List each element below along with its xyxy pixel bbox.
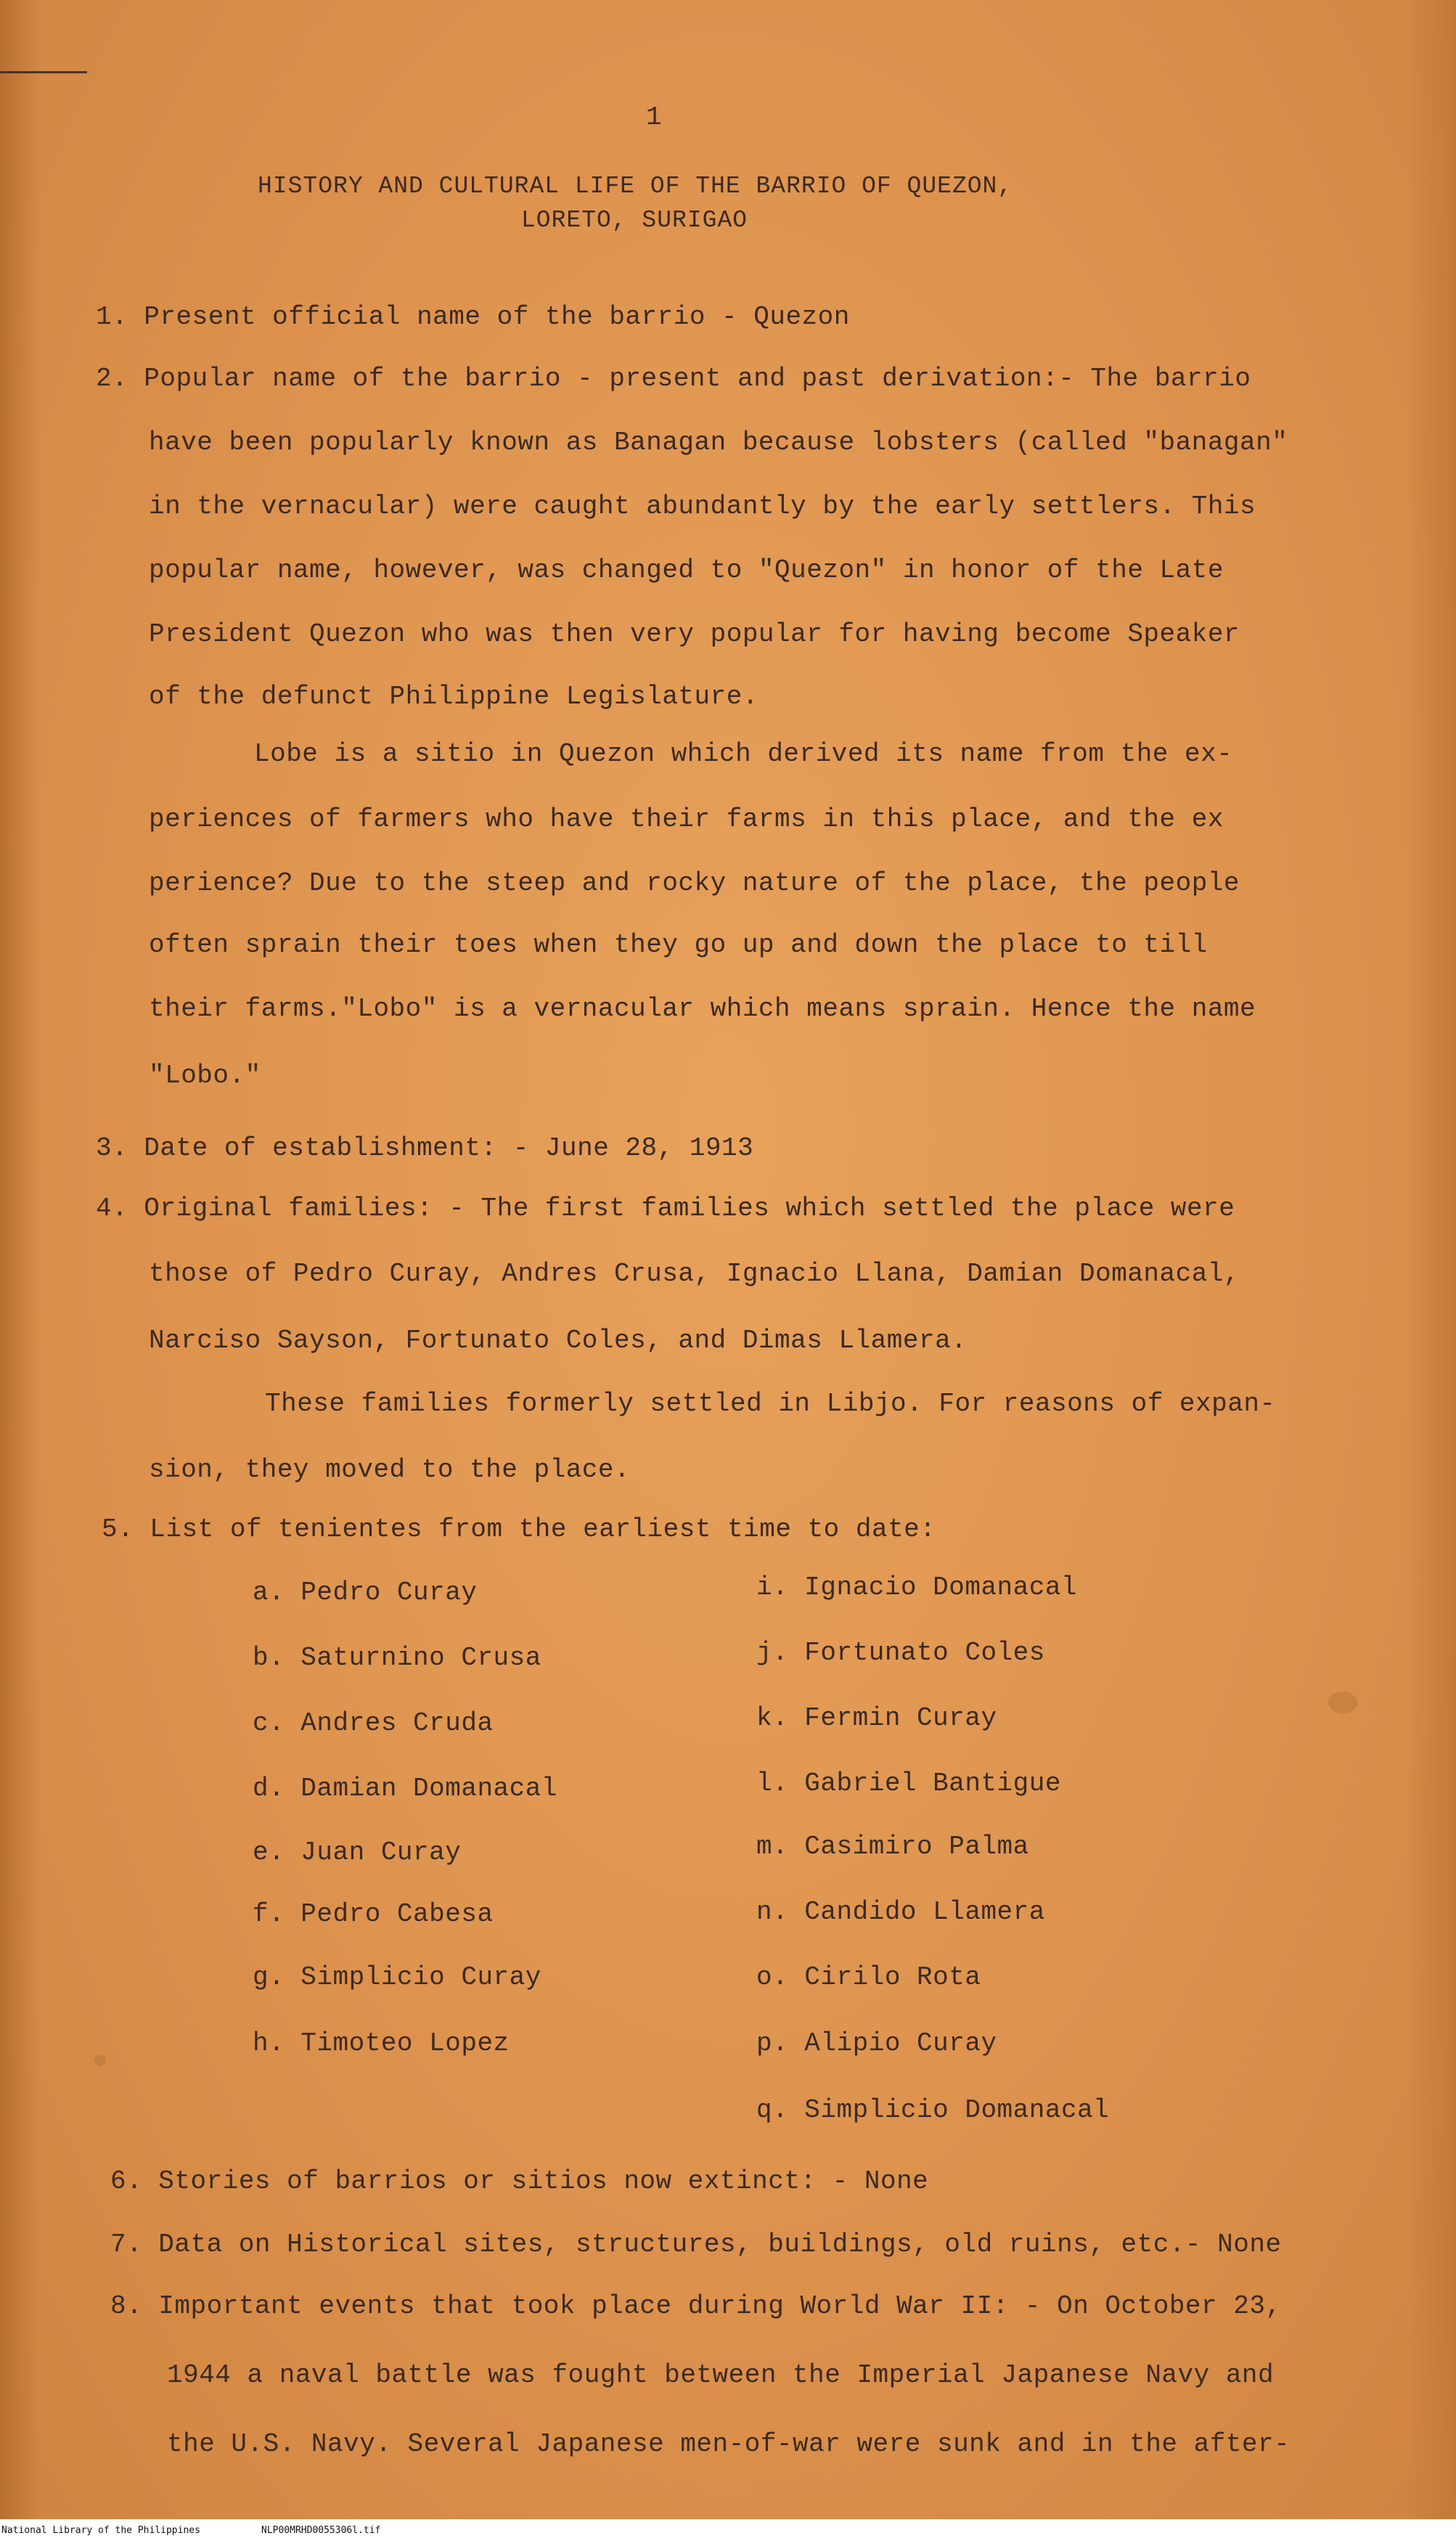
text-line: often sprain their toes when they go up and down the place to till: [149, 930, 1208, 960]
teniente-list-item: d. Damian Domanacal: [253, 1774, 557, 1803]
text-line: sion, they moved to the place.: [149, 1455, 631, 1485]
scan-footer: [0, 2519, 1456, 2541]
teniente-list-item: a. Pedro Curay: [253, 1578, 478, 1607]
item-2-line: 2. Popular name of the barrio - present and past derivation:- The barrio: [96, 364, 1251, 393]
text-line: popular name, however, was changed to "Quezon" in honor of the Late: [149, 555, 1224, 585]
teniente-list-item: f. Pedro Cabesa: [253, 1899, 494, 1929]
paper-stain: [1328, 1692, 1357, 1713]
teniente-list-item: k. Fermin Curay: [756, 1703, 997, 1733]
document-title-line-2: LORETO, SURIGAO: [521, 207, 748, 234]
footer-library-label: National Library of the Philippines: [1, 2525, 200, 2536]
paragraph-start-line: Lobe is a sitio in Quezon which derived its name from the ex-: [254, 739, 1233, 769]
teniente-list-item: o. Cirilo Rota: [756, 1962, 981, 1992]
text-line: Narciso Sayson, Fortunato Coles, and Dimas Llamera.: [149, 1326, 968, 1355]
text-line: in the vernacular) were caught abundantly by the early settlers. This: [149, 492, 1256, 521]
teniente-list-item: c. Andres Cruda: [253, 1708, 494, 1738]
text-line: of the defunct Philippine Legislature.: [149, 682, 758, 711]
item-1-line: 1. Present official name of the barrio - Quezon: [96, 302, 850, 332]
document-title-line-1: HISTORY AND CULTURAL LIFE OF THE BARRIO OF QUEZON,: [258, 173, 1013, 200]
teniente-list-item: l. Gabriel Bantigue: [756, 1769, 1061, 1798]
teniente-list-item: b. Saturnino Crusa: [253, 1643, 541, 1673]
text-line: 1944 a naval battle was fought between the Imperial Japanese Navy and: [167, 2360, 1275, 2390]
teniente-list-item: n. Candido Llamera: [756, 1897, 1045, 1927]
teniente-list-item: j. Fortunato Coles: [756, 1638, 1045, 1668]
text-line: have been popularly known as Banagan because lobsters (called "banagan": [149, 428, 1288, 457]
text-line: their farms."Lobo" is a vernacular which means sprain. Hence the name: [149, 994, 1256, 1024]
page-number: 1: [646, 102, 663, 132]
item-6-line: 6. Stories of barrios or sitios now extinct: - None: [110, 2166, 929, 2196]
page-edge-left: [0, 0, 40, 2519]
page-edge-right: [1405, 0, 1456, 2519]
teniente-list-item: e. Juan Curay: [253, 1838, 462, 1867]
footer-file-id: NLP00MRHD0055306l.tif: [261, 2525, 381, 2536]
paper-stain: [94, 2055, 106, 2066]
item-4-line: 4. Original families: - The first families which settled the place were: [96, 1194, 1235, 1223]
text-line: President Quezon who was then very popular for having become Speaker: [149, 619, 1240, 649]
teniente-list-item: h. Timoteo Lopez: [253, 2028, 510, 2058]
text-line: the U.S. Navy. Several Japanese men-of-war were sunk and in the after-: [167, 2429, 1291, 2459]
teniente-list-item: p. Alipio Curay: [756, 2028, 997, 2058]
teniente-list-item: g. Simplicio Curay: [253, 1962, 541, 1992]
teniente-list-item: m. Casimiro Palma: [756, 1832, 1029, 1861]
teniente-list-item: i. Ignacio Domanacal: [756, 1573, 1078, 1602]
paragraph-start-line: These families formerly settled in Libjo. For reasons of expan-: [265, 1389, 1276, 1419]
item-5-line: 5. List of tenientes from the earliest time to date:: [102, 1514, 936, 1544]
item-7-line: 7. Data on Historical sites, structures, buildings, old ruins, etc.- None: [110, 2230, 1282, 2259]
item-8-line: 8. Important events that took place during World War II: - On October 23,: [110, 2291, 1282, 2321]
text-line: perience? Due to the steep and rocky nature of the place, the people: [149, 868, 1240, 898]
margin-mark: [0, 71, 87, 73]
item-3-line: 3. Date of establishment: - June 28, 1913: [96, 1133, 754, 1163]
teniente-list-item: q. Simplicio Domanacal: [756, 2095, 1110, 2125]
text-line: "Lobo.": [149, 1061, 261, 1090]
text-line: those of Pedro Curay, Andres Crusa, Ignacio Llana, Damian Domanacal,: [149, 1259, 1240, 1289]
text-line: periences of farmers who have their farms in this place, and the ex: [149, 804, 1224, 834]
